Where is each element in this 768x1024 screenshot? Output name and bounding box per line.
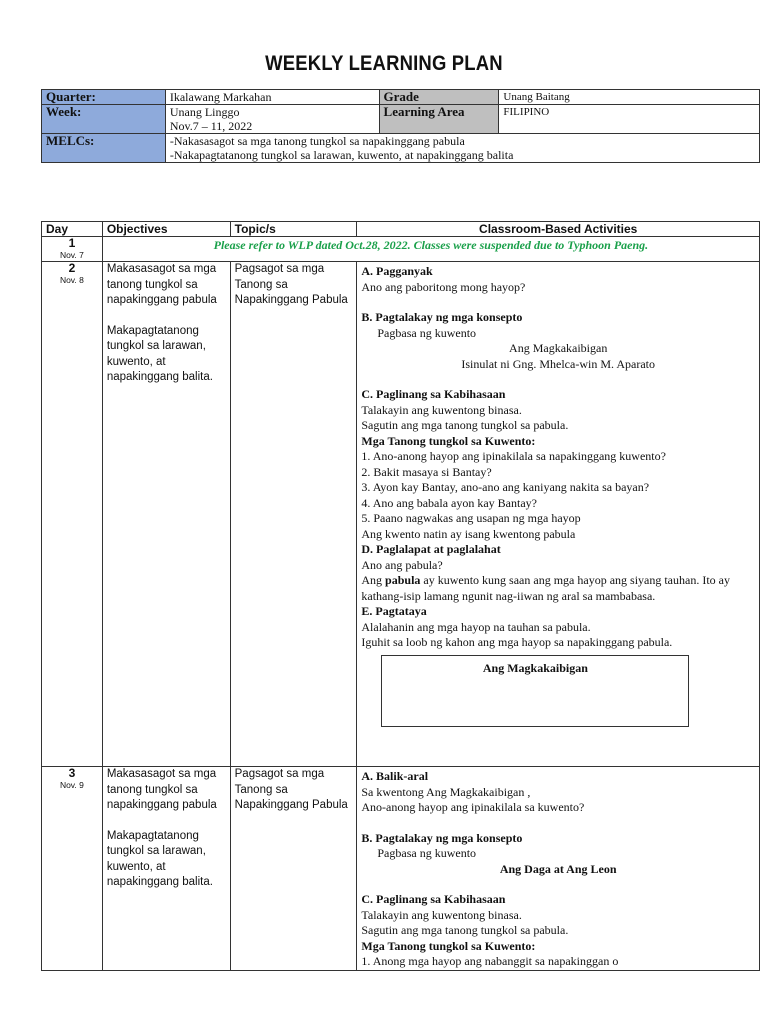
question: 2. Bakit masaya si Bantay? (361, 464, 492, 479)
questions-heading: Mga Tanong tungkol sa Kuwento: (361, 938, 536, 953)
story-title: Ang Magkakaibigan (509, 341, 608, 355)
activity-text: Talakayin ang kuwentong binasa. (361, 907, 522, 922)
page-title: WEEKLY LEARNING PLAN (265, 52, 503, 75)
activity-text: Ano-anong hayop ang ipinakilala sa kuwento? (361, 800, 585, 814)
question: 1. Ano-anong hayop ang ipinakilala sa napakinggang kuwento? (361, 449, 666, 463)
melc-2: -Nakapagtatanong tungkol sa larawan, kuwento, at napakinggang balita (169, 148, 514, 162)
definition-part: Ang (361, 573, 386, 587)
definition-term: pabula (385, 573, 421, 587)
activity-heading: C. Paglinang sa Kabihasaan (361, 387, 506, 401)
activities-cell (357, 262, 760, 767)
activity-text: Pagbasa ng kuwento (377, 846, 477, 860)
question: 3. Ayon kay Bantay, ano-ano ang kaniyang nakita sa bayan? (361, 480, 650, 494)
table-row (42, 262, 760, 767)
objective: Makapagtatanong tungkol sa larawan, kuwento, at napakinggang balita. (106, 324, 213, 383)
activity-text: Talakayin ang kuwentong binasa. (361, 402, 522, 417)
pabula-definition (361, 573, 755, 604)
grade-label: Grade (379, 90, 499, 105)
day-cell (42, 262, 103, 767)
day-number: 1 (68, 236, 76, 250)
header-topics: Topic/s (230, 222, 357, 237)
objective: Makasasagot sa mga tanong tungkol sa napakinggang pabula (106, 768, 217, 811)
topic-cell: Pagsagot sa mga Tanong sa Napakinggang Pabula (230, 262, 357, 767)
day-cell (42, 237, 103, 262)
activity-heading: A. Balik-aral (361, 769, 429, 783)
header-activities: Classroom-Based Activities (357, 222, 760, 237)
activity-text: Alalahanin ang mga hayop na tauhan sa pabula. (361, 619, 591, 634)
drawing-box: Ang Magkakaibigan (381, 655, 689, 727)
activity-heading: E. Pagtataya (361, 604, 427, 618)
week-value-line-2: Nov.7 – 11, 2022 (169, 119, 253, 133)
learning-plan-table (41, 221, 760, 971)
learning-area-label: Learning Area (379, 105, 499, 134)
activity-text: Sa kwentong Ang Magkakaibigan , (361, 784, 531, 799)
day-number: 3 (68, 766, 76, 780)
topic-cell: Pagsagot sa mga Tanong sa Napakinggang Pabula (230, 767, 357, 971)
quarter-label: Quarter: (42, 90, 166, 105)
grade-value: Unang Baitang (499, 90, 760, 105)
question: 4. Ano ang babala ayon kay Bantay? (361, 495, 537, 510)
activity-heading: B. Pagtalakay ng mga konsepto (361, 310, 523, 324)
activity-heading: B. Pagtalakay ng mga konsepto (361, 830, 523, 845)
definition-part: ay kuwento kung saan ang mga hayop ang siyang tauhan. Ito ay kathang-isip lamang ngunit nag-iiwan ng aral sa mambabasa. (361, 573, 730, 603)
week-value (165, 105, 379, 134)
objective: Makapagtatanong tungkol sa larawan, kuwento, at napakinggang balita. (106, 829, 213, 888)
activity-heading: C. Paglinang sa Kabihasaan (361, 892, 506, 906)
day-date: Nov. 8 (59, 275, 84, 285)
objectives-cell (102, 767, 230, 971)
activity-text: Iguhit sa loob ng kahon ang mga hayop sa napakinggang pabula. (361, 635, 673, 649)
day-date: Nov. 9 (59, 780, 84, 790)
activity-text: Ano ang paboritong mong hayop? (361, 279, 526, 294)
activity-text: Ang kwento natin ay isang kwentong pabula (361, 526, 576, 541)
melcs-value (165, 134, 759, 163)
info-table (41, 89, 760, 163)
day-date: Nov. 7 (59, 250, 84, 260)
week-value-line-1: Unang Linggo (169, 105, 240, 119)
melc-1: -Nakasasagot sa mga tanong tungkol sa napakinggang pabula (169, 134, 465, 148)
activity-text: Pagbasa ng kuwento (377, 325, 477, 340)
activity-text: Sagutin ang mga tanong tungkol sa pabula. (361, 418, 569, 432)
activity-heading: D. Paglalapat at paglalahat (361, 542, 501, 556)
question: 5. Paano nagwakas ang usapan ng mga hayop (361, 511, 581, 525)
question: 1. Anong mga hayop ang nabanggit sa napakinggan o (361, 954, 619, 968)
day-cell (42, 767, 103, 971)
learning-area-value: FILIPINO (499, 105, 760, 134)
activity-text: Ano ang pabula? (361, 557, 443, 572)
objectives-cell (102, 262, 230, 767)
activity-heading: A. Pagganyak (361, 264, 433, 278)
day-number: 2 (68, 261, 76, 275)
questions-heading: Mga Tanong tungkol sa Kuwento: (361, 433, 536, 448)
table-row (42, 237, 760, 262)
objective: Makasasagot sa mga tanong tungkol sa napakinggang pabula (106, 263, 217, 306)
week-label: Week: (42, 105, 166, 134)
suspension-notice: Please refer to WLP dated Oct.28, 2022. Classes were suspended due to Typhoon Paeng. (102, 237, 759, 262)
story-title: Ang Daga at Ang Leon (499, 861, 617, 876)
story-author: Isinulat ni Gng. Mhelca-win M. Aparato (461, 356, 655, 371)
activity-text: Sagutin ang mga tanong tungkol sa pabula. (361, 923, 569, 937)
header-day: Day (42, 222, 103, 237)
melcs-label: MELCs: (42, 134, 166, 163)
quarter-value: Ikalawang Markahan (165, 90, 379, 105)
activities-cell (357, 767, 760, 971)
table-row (42, 767, 760, 971)
header-objectives: Objectives (102, 222, 230, 237)
